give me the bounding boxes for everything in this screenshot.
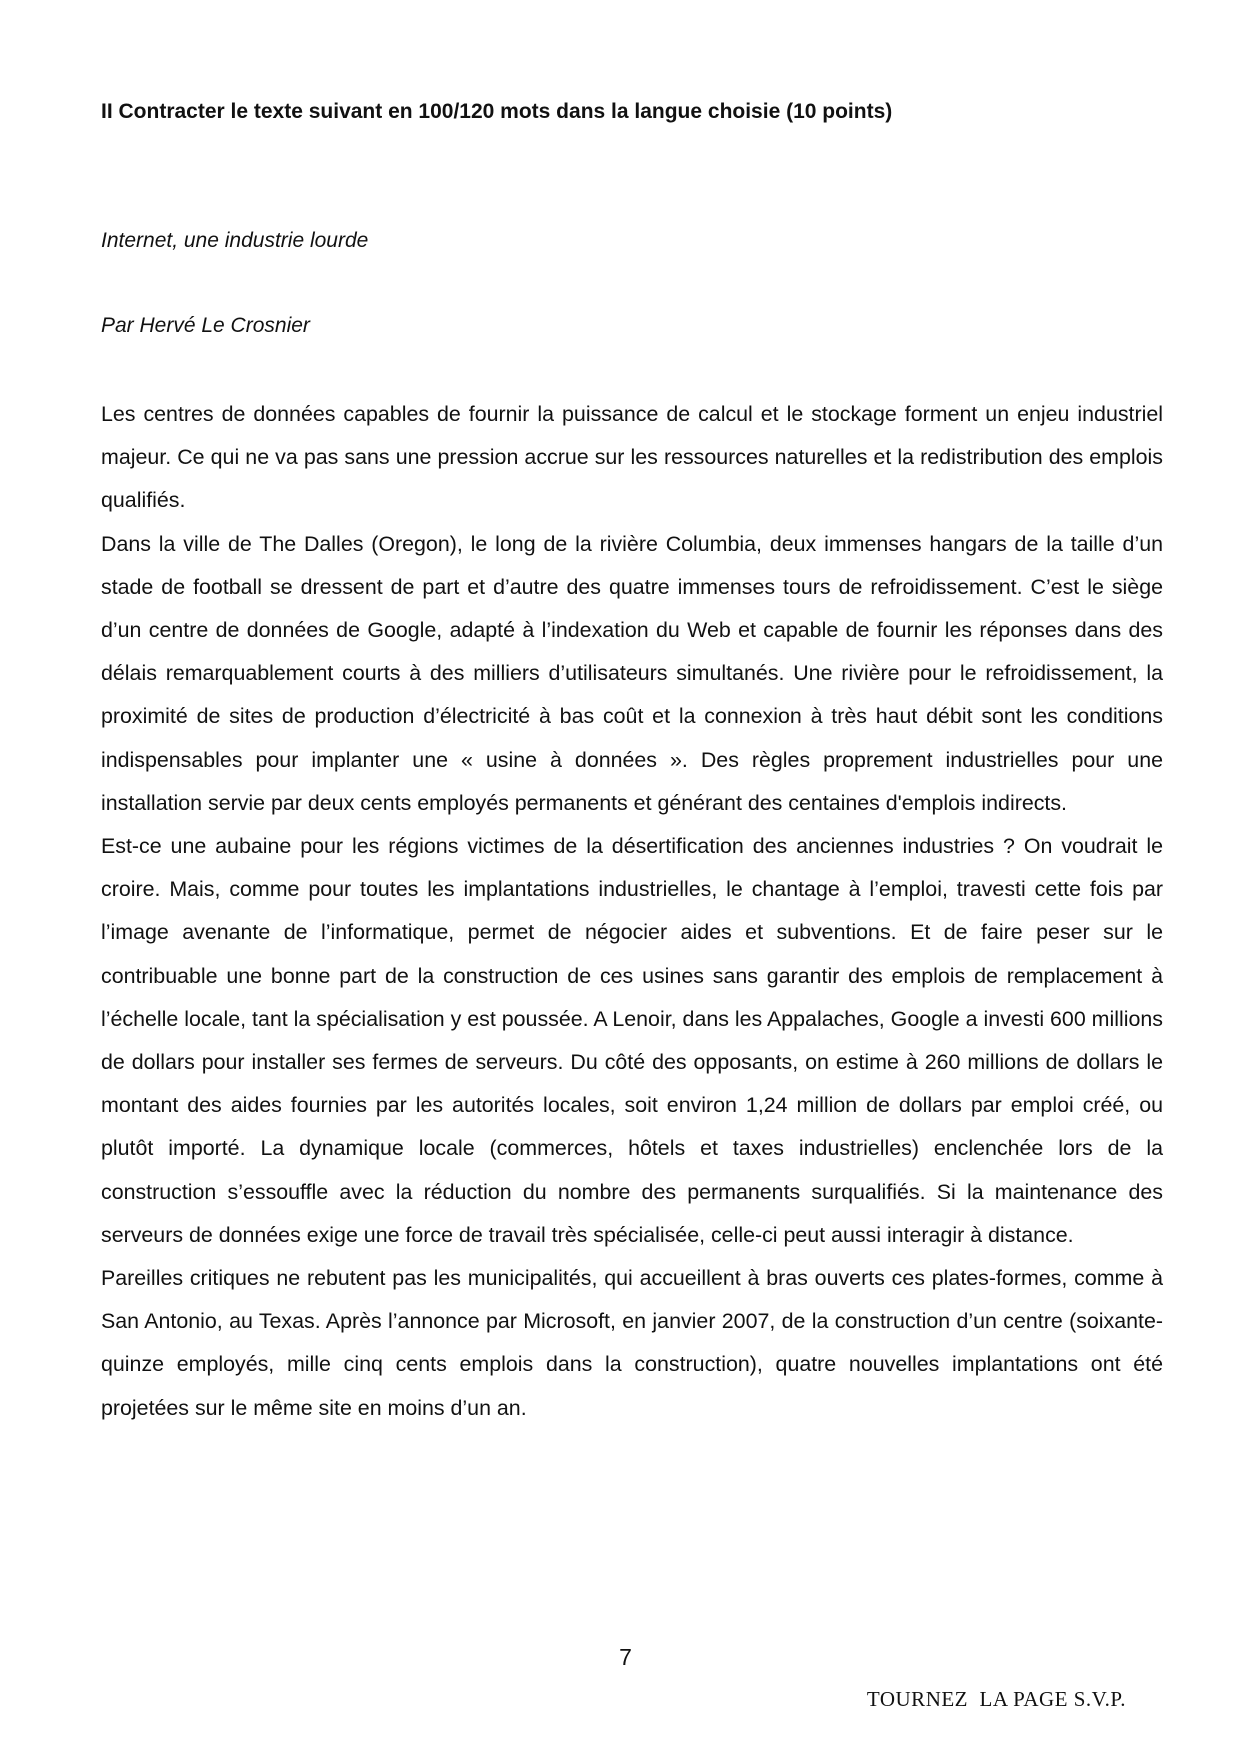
article-author: Par Hervé Le Crosnier [101, 314, 310, 337]
paragraph-2: Dans la ville de The Dalles (Oregon), le long de la rivière Columbia, deux immenses hangars de la taille d’un stade de football se dressent de part et d’autre des quatre immenses tours de refroidissement. C’est le siège d’un centre de données de Google, adapté à l’indexation du Web et capable de fournir les réponses dans des délais remarquablement courts à des milliers d’utilisateurs simultanés. Une rivière pour le refroidissement, la proximité de sites de production d’électricité à bas coût et la connexion à très haut débit sont les conditions indispensables pour implanter une « usine à données ». Des règles proprement industrielles pour une installation servie par deux cents employés permanents et générant des centaines d'emplois indirects. [101, 531, 1163, 815]
article-body [101, 393, 1163, 1430]
paragraph-3: Est-ce une aubaine pour les régions victimes de la désertification des anciennes industries ? On voudrait le croire. Mais, comme pour toutes les implantations industrielles, le chantage à l’emploi, travesti cette fois par l’image avenante de l’informatique, permet de négocier aides et subventions. Et de faire peser sur le contribuable une bonne part de la construction de ces usines sans garantir des emplois de remplacement à l’échelle locale, tant la spécialisation y est poussée. A Lenoir, dans les Appalaches, Google a investi 600 millions de dollars pour installer ses fermes de serveurs. Du côté des opposants, on estime à 260 millions de dollars le montant des aides fournies par les autorités locales, soit environ 1,24 million de dollars par emploi créé, ou plutôt importé. La dynamique locale (commerces, hôtels et taxes industrielles) enclenchée lors de la construction s’essouffle avec la réduction du nombre des permanents surqualifiés. Si la maintenance des serveurs de données exige une force de travail très spécialisée, celle-ci peut aussi interagir à distance. [101, 834, 1163, 1247]
paragraph-4: Pareilles critiques ne rebutent pas les municipalités, qui accueillent à bras ouverts ces plates-formes, comme à San Antonio, au Texas. Après l’annonce par Microsoft, en janvier 2007, de la construction d’un centre (soixante-quinze employés, mille cinq cents emplois dans la construction), quatre nouvelles implantations ont été projetées sur le même site en moins d’un an. [101, 1266, 1163, 1420]
paragraph-1: Les centres de données capables de fournir la puissance de calcul et le stockage forment un enjeu industriel majeur. Ce qui ne va pas sans une pression accrue sur les ressources naturelles et la redistribution des emplois qualifiés. [101, 402, 1163, 513]
exercise-instruction: II Contracter le texte suivant en 100/120 mots dans la langue choisie (10 points) [101, 100, 893, 123]
turn-page-note: TOURNEZ LA PAGE S.V.P. [866, 1687, 1126, 1711]
article-title: Internet, une industrie lourde [101, 229, 369, 252]
page-number: 7 [619, 1644, 632, 1670]
